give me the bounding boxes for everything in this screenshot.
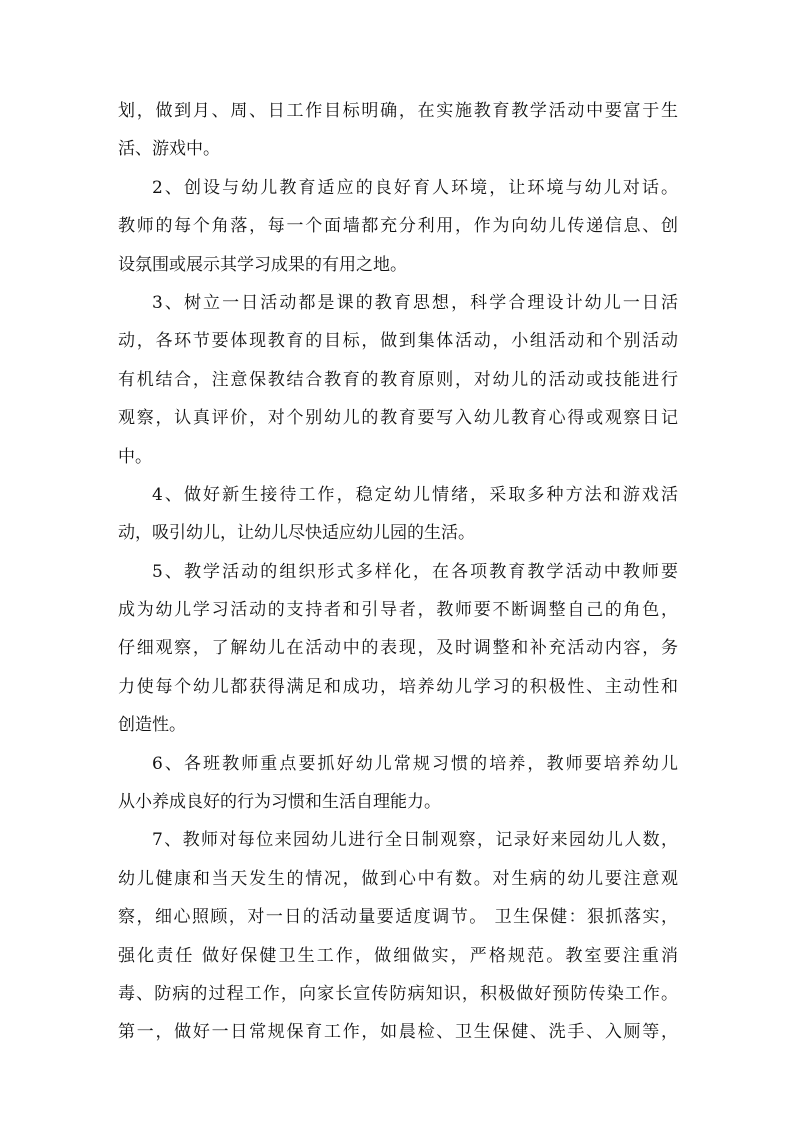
text-line: 毒、防病的过程工作，向家长宣传防病知识，积极做好预防传染工作。 (118, 983, 678, 1004)
text-line: 成为幼儿学习活动的支持者和引导者，教师要不断调整自己的角色， (118, 600, 678, 621)
text-line: 动，各环节要体现教育的目标，做到集体活动，小组活动和个别活动 (118, 331, 678, 352)
text-line: 3、树立一日活动都是课的教育思想，科学合理设计幼儿一日活 (152, 292, 678, 313)
text-line: 有机结合，注意保教结合教育的教育原则，对幼儿的活动或技能进行 (118, 369, 678, 390)
text-line: 创造性。 (118, 715, 186, 736)
text-line: 2、创设与幼儿教育适应的良好育人环境，让环境与幼儿对话。 (152, 177, 678, 198)
text-line: 6、各班教师重点要抓好幼儿常规习惯的培养，教师要培养幼儿 (152, 753, 678, 774)
text-line: 观察，认真评价，对个别幼儿的教育要写入幼儿教育心得或观察日记 (118, 408, 678, 429)
text-line: 中。 (118, 446, 152, 467)
text-line: 5、教学活动的组织形式多样化，在各项教育教学活动中教师要 (152, 561, 678, 582)
text-line: 从小养成良好的行为习惯和生活自理能力。 (118, 792, 441, 813)
text-line: 察，细心照顾，对一日的活动量要适度调节。 卫生保健：狠抓落实， (118, 907, 678, 928)
text-line: 仔细观察，了解幼儿在活动中的表现，及时调整和补充活动内容，务 (118, 638, 678, 659)
text-line: 划，做到月、周、日工作目标明确，在实施教育教学活动中要富于生 (118, 101, 678, 121)
text-line: 7、教师对每位来园幼儿进行全日制观察，记录好来园幼儿人数， (152, 830, 678, 851)
text-line: 强化责任 做好保健卫生工作，做细做实，严格规范。教室要注重消 (118, 945, 678, 966)
text-line: 幼儿健康和当天发生的情况，做到心中有数。对生病的幼儿要注意观 (118, 868, 678, 889)
text-line: 活、游戏中。 (118, 139, 220, 160)
text-line: 第一，做好一日常规保育工作，如晨检、卫生保健、洗手、入厕等， (118, 1022, 678, 1043)
text-line: 4、做好新生接待工作，稳定幼儿情绪，采取多种方法和游戏活 (152, 484, 678, 505)
text-line: 教师的每个角落，每一个面墙都充分利用，作为向幼儿传递信息、创 (118, 216, 678, 237)
text-line: 动，吸引幼儿，让幼儿尽快适应幼儿园的生活。 (118, 523, 475, 544)
text-line: 力使每个幼儿都获得满足和成功，培养幼儿学习的积极性、主动性和 (118, 676, 678, 697)
text-line: 设氛围或展示其学习成果的有用之地。 (118, 254, 407, 275)
document-body (118, 92, 678, 1052)
